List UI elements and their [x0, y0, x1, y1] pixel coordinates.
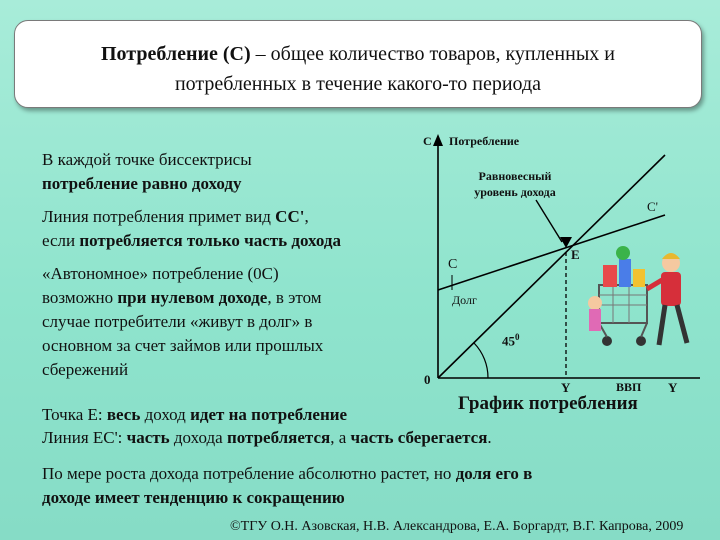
text-span: при нулевом доходе	[117, 288, 268, 307]
debt-label: Долг	[452, 293, 477, 307]
title-term: Потребление (С)	[101, 43, 251, 65]
text-span: .	[487, 428, 492, 447]
angle-arc	[474, 343, 488, 378]
gdp-label: ВВП	[616, 380, 642, 394]
footer-credits: ©ТГУ О.Н. Азовская, Н.В. Александрова, Е.А. Боргардт, В.Г. Капрова, 2009	[230, 519, 684, 534]
equilibrium-label-line: Равновесный	[478, 169, 552, 183]
text-span: ,	[304, 207, 309, 226]
text-span: доход	[140, 405, 191, 424]
text-span: потребляется только часть дохода	[79, 231, 342, 250]
text-line: случае потребители «живут в долг» в	[42, 312, 313, 331]
c-prime-label: С'	[647, 199, 659, 214]
line-ec-note	[42, 426, 492, 450]
text-span: Линия ЕС':	[42, 428, 127, 447]
text-span: доля его в	[455, 464, 533, 483]
point-e-note	[42, 403, 347, 427]
shopping-family-illustration	[585, 245, 705, 355]
text-line: В каждой точке биссектрисы	[42, 150, 252, 169]
growth-note	[42, 462, 532, 510]
x-axis-label: Y	[668, 380, 678, 395]
y-tick-label: Y	[561, 380, 571, 395]
text-span: , в этом	[267, 288, 322, 307]
text-span: если	[42, 231, 80, 250]
text-span: Линия потребления примет вид	[42, 207, 276, 226]
equilibrium-pointer	[536, 200, 562, 242]
text-span: Точка Е:	[42, 405, 107, 424]
c-label: С	[448, 257, 458, 272]
angle-value: 45	[502, 333, 515, 349]
text-line: «Автономное» потребление (0С)	[42, 264, 279, 283]
text-line: доходе имеет тенденцию к сокращению	[42, 488, 345, 507]
text-line: сбережений	[42, 360, 129, 379]
cart-basket	[599, 285, 647, 323]
y-axis-letter: С	[423, 134, 432, 148]
chart-title: График потребления	[458, 393, 638, 414]
y-axis-label: Потребление	[449, 134, 520, 148]
text-span: возможно	[42, 288, 118, 307]
text-span: , а	[330, 428, 351, 447]
text-span: идет на потребление	[190, 405, 348, 424]
title-line-2: потребленных в течение какого-то периода	[174, 73, 542, 95]
text-span: часть сберегается	[350, 428, 488, 447]
text-line: потребление равно доходу	[42, 174, 242, 193]
equilibrium-label-line: уровень дохода	[474, 185, 556, 199]
equilibrium-label	[470, 168, 560, 200]
angle-degree: 0	[515, 332, 520, 342]
text-span: СС'	[275, 207, 305, 226]
e-label: Е	[571, 247, 580, 262]
text-line	[42, 462, 532, 486]
angle-label	[502, 332, 520, 349]
text-line: основном за счет займов или прошлых	[42, 336, 324, 355]
origin-label: 0	[424, 372, 431, 387]
text-span: часть	[126, 428, 170, 447]
text-span: весь	[106, 405, 141, 424]
title-definition-start: – общее количество товаров, купленных и	[250, 43, 615, 65]
y-axis-arrow	[433, 134, 443, 146]
text-span: дохода	[169, 428, 227, 447]
text-span: потребляется	[226, 428, 331, 447]
text-span: По мере роста дохода потребление абсолютно растет, но	[42, 464, 456, 483]
